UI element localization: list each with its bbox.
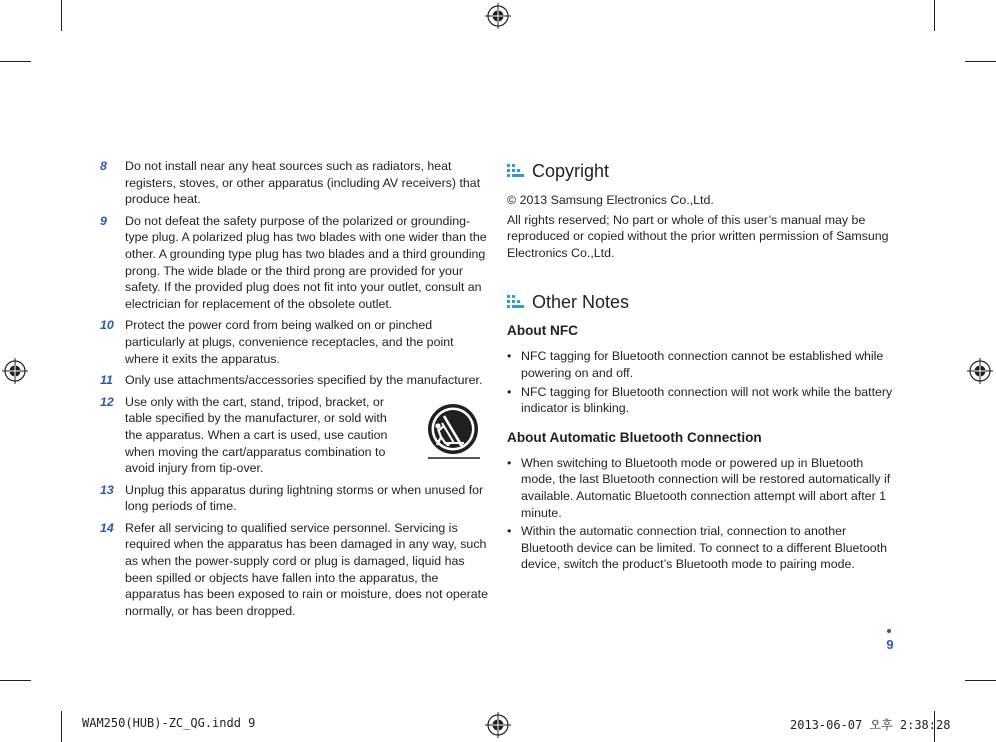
copyright-notice: All rights reserved; No part or whole of this user’s manual may be reproduced or copied without the prior written permission of Samsung Electronics Co.,Ltd. [507, 212, 889, 260]
registration-mark-icon [485, 712, 511, 738]
list-item [100, 394, 490, 477]
section-title: Copyright [532, 160, 610, 181]
cart-tipover-warning-icon [422, 400, 488, 466]
other-notes-heading [507, 289, 899, 315]
item-number: 9 [100, 213, 107, 228]
list-item [100, 482, 490, 515]
item-text: Use only with the cart, stand, tripod, bracket, or table specified by the manufacturer, or sold with the apparatus. When a cart is used, use caution when moving the cart/apparatus combination to avoid injury from tip-over. [125, 394, 388, 476]
crop-mark [0, 61, 31, 62]
bullet-icon: • [507, 524, 512, 539]
safety-instructions-list [100, 158, 490, 624]
item-text: Refer all servicing to qualified service personnel. Servicing is required when the apparatus has been damaged in any way, such as when the power-supply cord or plug is damaged, liquid has been spilled or objects have fallen into the apparatus, the apparatus has been exposed to rain or moisture, does not operate normally, or has been dropped. [125, 520, 489, 618]
crop-mark [965, 680, 996, 681]
auto-bt-subheading: About Automatic Bluetooth Connection [507, 429, 762, 445]
item-text: Protect the power cord from being walked on or pinched particularly at plugs, convenience receptacles, and the point where it exits the apparatus. [125, 318, 454, 366]
page-number: 9 [886, 637, 894, 652]
item-number: 13 [100, 482, 114, 497]
item-number: 8 [100, 159, 107, 173]
registration-mark-icon [2, 358, 28, 384]
bullet-text: NFC tagging for Bluetooth connection will not work while the battery indicator is blinking. [521, 384, 893, 416]
item-text: Unplug this apparatus during lightning storms or when unused for long periods of time. [125, 482, 484, 514]
nfc-subheading: About NFC [507, 323, 578, 339]
list-item [100, 213, 490, 313]
section-marker-icon [507, 164, 524, 178]
slug-timestamp: 2013-06-07 오후 2:38:28 [790, 718, 951, 732]
bullet-icon: • [507, 349, 512, 364]
item-text: Do not install near any heat sources such as radiators, heat registers, stoves, or other apparatus (including AV receivers) that produce heat. [125, 159, 481, 207]
bullet-icon: • [507, 455, 512, 470]
list-item [100, 520, 490, 620]
crop-mark [934, 0, 935, 31]
item-text: Only use attachments/accessories specified by the manufacturer. [125, 373, 483, 388]
copyright-heading [507, 158, 899, 184]
crop-mark [61, 0, 62, 31]
bullet-text: Within the automatic connection trial, connection to another Bluetooth device can be limited. To connect to a different Bluetooth device, switch the product’s Bluetooth mode to pairing mode. [521, 524, 887, 572]
section-marker-icon [507, 295, 524, 309]
list-item [507, 523, 899, 573]
item-number: 10 [100, 318, 114, 333]
list-item [507, 455, 899, 521]
section-title: Other Notes [532, 291, 630, 312]
copyright-line: © 2013 Samsung Electronics Co.,Ltd. [507, 193, 714, 207]
registration-mark-icon [967, 358, 993, 384]
bullet-text: NFC tagging for Bluetooth connection cannot be established while powering on and off. [521, 349, 884, 380]
crop-mark [61, 711, 62, 742]
list-item [100, 372, 490, 389]
bullet-text: When switching to Bluetooth mode or powered up in Bluetooth mode, the last Bluetooth connection will be restored automatically if available. Automatic Bluetooth connection attempt will abort after 1 minute. [521, 455, 891, 520]
item-text: Do not defeat the safety purpose of the polarized or grounding-type plug. A polarized plug has two blades with one wider than the other. A grounding type plug has two blades and a third grounding prong. The wide blade or the third prong are provided for your safety. If the provided plug does not fit into your outlet, consult an electrician for replacement of the obsolete outlet. [125, 213, 487, 311]
page-number-dot [887, 629, 891, 633]
crop-mark [0, 680, 31, 681]
list-item [507, 348, 899, 381]
list-item [507, 384, 899, 417]
item-number: 14 [100, 520, 114, 535]
right-column [507, 158, 899, 575]
registration-mark-icon [485, 3, 511, 29]
slug-file-info: WAM250(HUB)-ZC_QG.indd 9 [82, 716, 256, 730]
bullet-icon: • [507, 384, 512, 399]
item-number: 11 [100, 373, 113, 388]
crop-mark [965, 61, 996, 62]
list-item [100, 158, 490, 208]
list-item [100, 317, 490, 367]
item-number: 12 [100, 394, 114, 409]
